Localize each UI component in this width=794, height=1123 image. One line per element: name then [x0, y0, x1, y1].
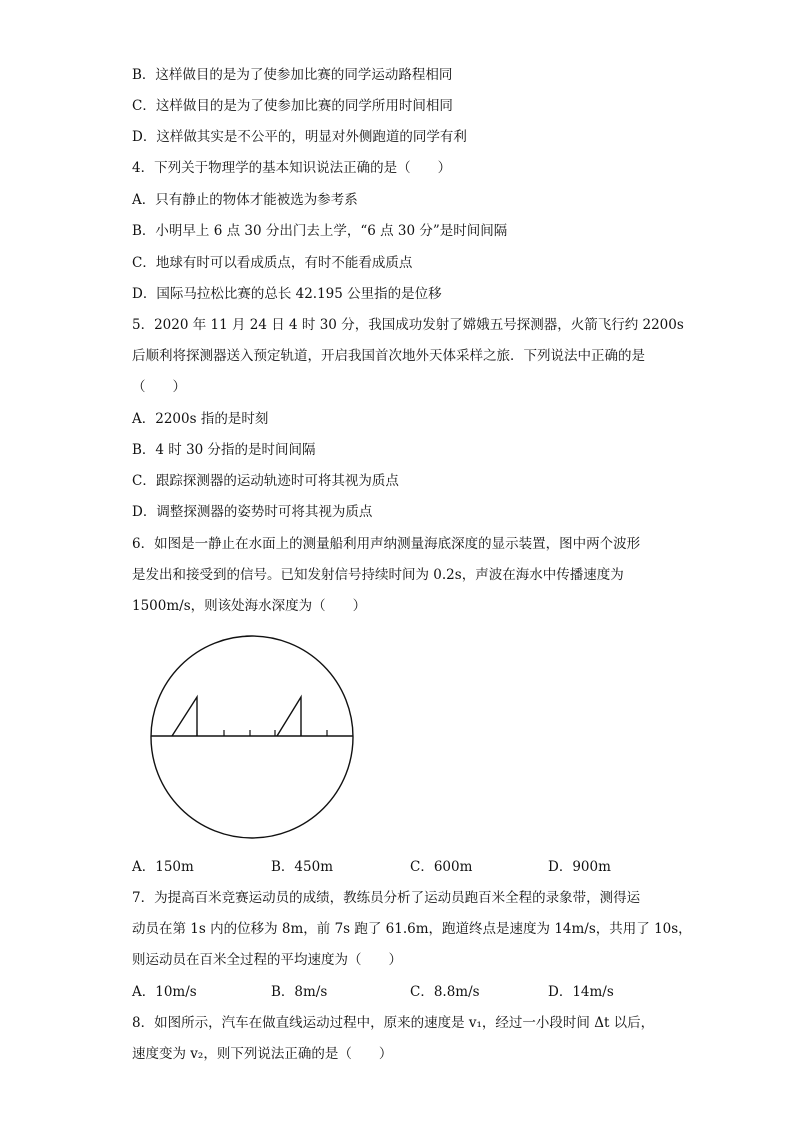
q7-stem-line2: 动员在第 1s 内的位移为 8m，前 7s 跑了 61.6m，跑道终点是速度为 14m/s，共用了 10s，: [132, 921, 692, 937]
q7-option-a: A．10m/s: [132, 984, 197, 1000]
emitted-pulse: [172, 697, 197, 736]
q4-stem: 4．下列关于物理学的基本知识说法正确的是（ ）: [132, 160, 452, 176]
q3-option-d: D．这样做其实是不公平的，明显对外侧跑道的同学有利: [132, 129, 467, 145]
q6-option-d: D．900m: [548, 859, 611, 875]
q5-stem-line1: 5．2020 年 11 月 24 日 4 时 30 分，我国成功发射了嫦娥五号探测器，火箭飞行约 2200s: [132, 317, 684, 333]
received-pulse: [277, 697, 301, 736]
q5-option-c: C．跟踪探测器的运动轨迹时可将其视为质点: [132, 473, 399, 489]
q5-option-a: A．2200s 指的是时刻: [132, 411, 269, 427]
q3-option-b: B．这样做目的是为了使参加比赛的同学运动路程相同: [132, 67, 453, 83]
q7-stem-line3: 则运动员在百米全过程的平均速度为（ ）: [132, 952, 402, 968]
q7-stem-line1: 7．为提高百米竞赛运动员的成绩，教练员分析了运动员跑百米全程的录象带，测得运: [132, 890, 641, 906]
q4-option-b: B．小明早上 6 点 30 分出门去上学，“6 点 30 分”是时间间隔: [132, 223, 508, 239]
sonar-display-figure: [140, 626, 370, 856]
q5-stem-line2: 后顺利将探测器送入预定轨道，开启我国首次地外天体采样之旅．下列说法中正确的是: [132, 348, 645, 364]
q8-stem-line2: 速度变为 v₂，则下列说法正确的是（ ）: [132, 1046, 393, 1062]
q6-option-a: A．150m: [132, 859, 194, 875]
q6-option-b: B．450m: [271, 859, 333, 875]
display-circle: [151, 636, 353, 838]
tick-marks: [197, 730, 327, 736]
q4-option-a: A．只有静止的物体才能被选为参考系: [132, 192, 358, 208]
q6-option-c: C．600m: [410, 859, 473, 875]
q5-option-d: D．调整探测器的姿势时可将其视为质点: [132, 504, 373, 520]
q7-option-d: D．14m/s: [548, 984, 614, 1000]
q5-stem-line3: （ ）: [132, 379, 186, 395]
q6-stem-line2: 是发出和接受到的信号。已知发射信号持续时间为 0.2s，声波在海水中传播速度为: [132, 567, 624, 583]
q6-stem-line1: 6．如图是一静止在水面上的测量船利用声纳测量海底深度的显示装置，图中两个波形: [132, 536, 641, 552]
q4-option-c: C．地球有时可以看成质点，有时不能看成质点: [132, 255, 413, 271]
q4-option-d: D．国际马拉松比赛的总长 42.195 公里指的是位移: [132, 286, 442, 302]
q6-stem-line3: 1500m/s，则该处海水深度为（ ）: [132, 598, 367, 614]
q8-stem-line1: 8．如图所示，汽车在做直线运动过程中，原来的速度是 v₁，经过一小段时间 Δt 以后，: [132, 1015, 655, 1031]
q5-option-b: B．4 时 30 分指的是时间间隔: [132, 442, 316, 458]
q7-option-b: B．8m/s: [271, 984, 328, 1000]
q7-option-c: C．8.8m/s: [410, 984, 480, 1000]
q3-option-c: C．这样做目的是为了使参加比赛的同学所用时间相同: [132, 98, 453, 114]
